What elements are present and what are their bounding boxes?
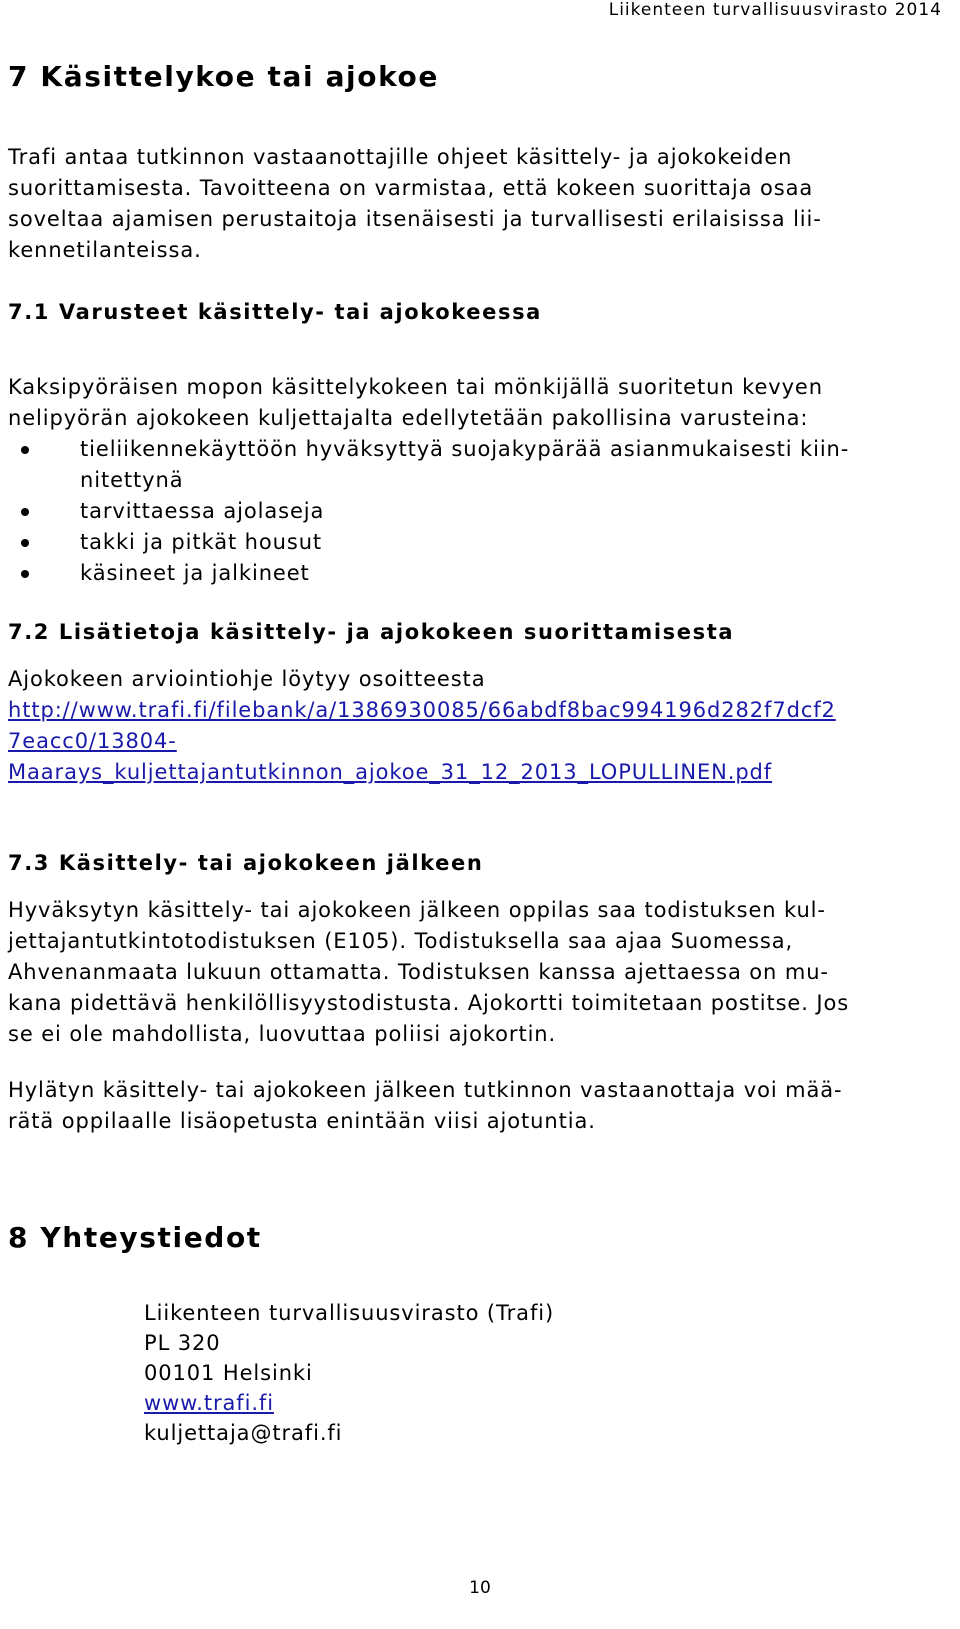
list-item	[8, 527, 938, 558]
bullet-icon	[21, 508, 29, 516]
contact-block	[144, 1298, 554, 1448]
text-line: rätä oppilaalle lisäopetusta enintään viisi ajotuntia.	[8, 1109, 596, 1133]
equipment-list	[8, 434, 938, 589]
list-item	[8, 434, 938, 496]
text-line: jettajantutkintotodistuksen (E105). Todistuksella saa ajaa Suomessa,	[8, 929, 794, 953]
section-7-3-paragraph-1	[8, 895, 938, 1050]
link-text: Maarays_kuljettajantutkinnon_ajokoe_31_12_2013_LOPULLINEN.pdf	[8, 760, 773, 784]
link-text: 7eacc0/13804-	[8, 729, 177, 753]
arviointiohje-link[interactable]	[8, 695, 938, 788]
section-7-2-paragraph	[8, 664, 938, 788]
list-item-text: käsineet ja jalkineet	[80, 561, 310, 585]
email-address: kuljettaja@trafi.fi	[144, 1421, 343, 1445]
organization-name: Liikenteen turvallisuusvirasto (Trafi)	[144, 1301, 555, 1325]
text-line: kennetilanteissa.	[8, 238, 202, 262]
list-item	[8, 558, 938, 589]
section-7-2-heading: 7.2 Lisätietoja käsittely- ja ajokokeen suorittamisesta	[8, 620, 735, 644]
page-header: Liikenteen turvallisuusvirasto 2014	[608, 0, 942, 20]
section-7-1-heading: 7.1 Varusteet käsittely- tai ajokokeessa	[8, 300, 542, 324]
section-7-3-paragraph-2	[8, 1075, 938, 1137]
link-text: http://www.trafi.fi/filebank/a/1386930085/66abdf8bac994196d282f7dcf2	[8, 698, 836, 722]
section-8-heading: 8 Yhteystiedot	[8, 1221, 262, 1254]
bullet-icon	[21, 570, 29, 578]
section-7-paragraph	[8, 142, 938, 266]
text-line: se ei ole mahdollista, luovuttaa poliisi ajokortin.	[8, 1022, 557, 1046]
text-line: Ahvenanmaata lukuun ottamatta. Todistuksen kanssa ajettaessa on mu-	[8, 960, 829, 984]
bullet-icon	[21, 446, 29, 454]
list-item-text: takki ja pitkät housut	[80, 530, 323, 554]
list-item-text: tarvittaessa ajolaseja	[80, 499, 325, 523]
text-line: Trafi antaa tutkinnon vastaanottajille ohjeet käsittely- ja ajokokeiden	[8, 145, 793, 169]
postal-city: 00101 Helsinki	[144, 1361, 313, 1385]
text-line: Hyväksytyn käsittely- tai ajokokeen jälkeen oppilas saa todistuksen kul-	[8, 898, 826, 922]
website-link[interactable]: www.trafi.fi	[144, 1391, 274, 1415]
list-item-text: tieliikennekäyttöön hyväksyttyä suojakypärää asianmukaisesti kiin-	[80, 437, 850, 461]
text-line: Ajokokeen arviointiohje löytyy osoitteesta	[8, 667, 486, 691]
bullet-icon	[21, 539, 29, 547]
list-item-text: nitettynä	[80, 468, 184, 492]
text-line: suorittamisesta. Tavoitteena on varmistaa, että kokeen suorittaja osaa	[8, 176, 814, 200]
postal-box: PL 320	[144, 1331, 221, 1355]
section-7-heading: 7 Käsittelykoe tai ajokoe	[8, 60, 439, 93]
page-number: 10	[469, 1578, 491, 1598]
section-7-3-heading: 7.3 Käsittely- tai ajokokeen jälkeen	[8, 851, 484, 875]
text-line: kana pidettävä henkilöllisyystodistusta. Ajokortti toimitetaan postitse. Jos	[8, 991, 850, 1015]
text-line: Kaksipyöräisen mopon käsittelykokeen tai mönkijällä suoritetun kevyen	[8, 375, 823, 399]
list-item	[8, 496, 938, 527]
text-line: Hylätyn käsittely- tai ajokokeen jälkeen tutkinnon vastaanottaja voi mää-	[8, 1078, 843, 1102]
text-line: nelipyörän ajokokeen kuljettajalta edellytetään pakollisina varusteina:	[8, 406, 809, 430]
text-line: soveltaa ajamisen perustaitoja itsenäisesti ja turvallisesti erilaisissa lii-	[8, 207, 822, 231]
section-7-1-intro	[8, 372, 938, 434]
